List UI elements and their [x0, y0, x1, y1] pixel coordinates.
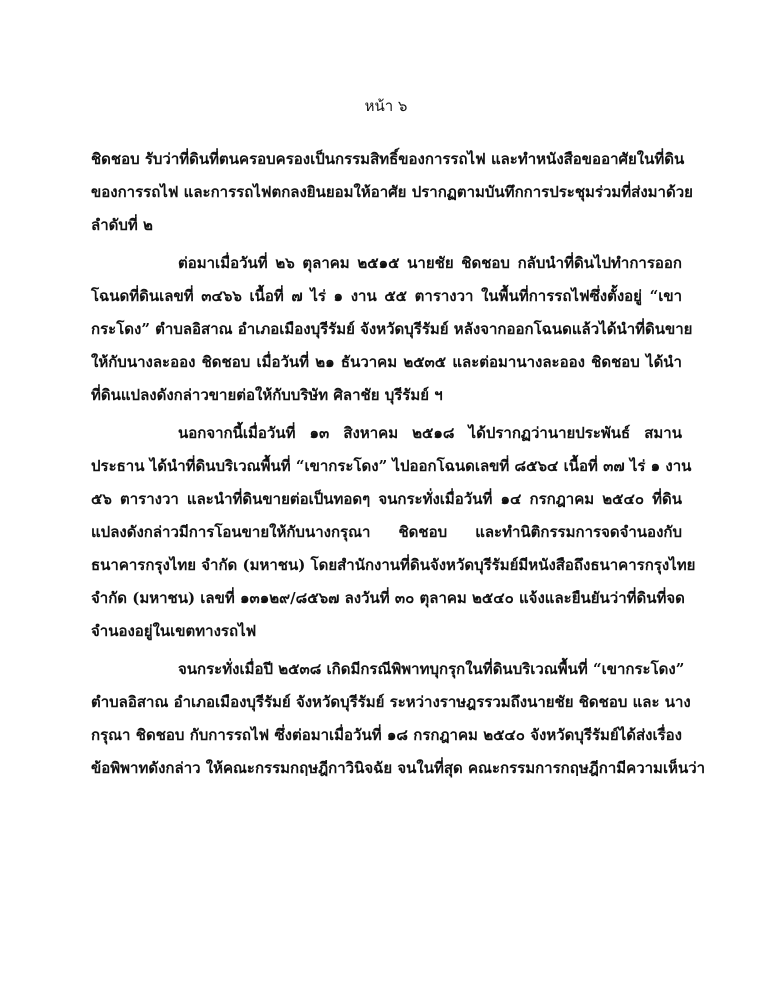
paragraph-3 — [91, 417, 696, 648]
text-line: ข้อพิพาทดังกล่าว ให้คณะกรรมกฤษฎีกาวินิจฉัย จนในที่สุด คณะกรรมการกฤษฎีกามีความเห็นว่า — [91, 759, 706, 777]
text-line: ให้กับนางละออง ชิดชอบ เมื่อวันที่ ๒๑ ธันวาคม ๒๕๓๕ และต่อมานางละออง ชิดชอบ ได้นำ — [91, 353, 682, 371]
text-line: จำนองอยู่ในเขตทางรถไฟ — [91, 622, 257, 640]
text-line: ที่ดินแปลงดังกล่าวขายต่อให้กับบริษัท ศิลาชัย บุรีรัมย์ ฯ — [91, 386, 443, 404]
document-body — [91, 143, 706, 785]
text-line: ชิดชอบ รับว่าที่ดินที่ตนครอบครองเป็นกรรมสิทธิ์ของการรถไฟ และทำหนังสือขออาศัยในที่ดิน — [91, 150, 685, 168]
text-line: ธนาคารกรุงไทย จำกัด (มหาชน) โดยสำนักงานที่ดินจังหวัดบุรีรัมย์มีหนังสือถึงธนาคารกรุงไทย — [91, 556, 696, 574]
text-line: ๕๖ ตารางวา และนำที่ดินขายต่อเป็นทอดๆ จนกระทั่งเมื่อวันที่ ๑๔ กรกฎาคม ๒๕๔๐ ที่ดิน — [91, 490, 682, 508]
text-line: จำกัด (มหาชน) เลขที่ ๑๓๑๒๙/๘๕๖๗ ลงวันที่ ๓๐ ตุลาคม ๒๕๔๐ แจ้งและยืนยันว่าที่ดินที่จด — [91, 589, 685, 607]
text-line: กรุณา ชิดชอบ กับการรถไฟ ซึ่งต่อมาเมื่อวันที่ ๑๘ กรกฎาคม ๒๕๔๐ จังหวัดบุรีรัมย์ได้ส่งเรื่อง — [91, 726, 682, 744]
text-line: นอกจากนี้เมื่อวันที่ ๑๓ สิงหาคม ๒๕๑๘ ได้ปรากฏว่านายประพันธ์ สมาน — [178, 424, 682, 442]
paragraph-2 — [91, 247, 693, 412]
text-line: ของการรถไฟ และการรถไฟตกลงยินยอมให้อาศัย ปรากฏตามบันทึกการประชุมร่วมที่ส่งมาด้วย — [91, 183, 693, 201]
page-number: หน้า ๖ — [364, 97, 408, 115]
paragraph-1 — [91, 143, 693, 242]
paragraph-4 — [91, 653, 706, 785]
text-line: โฉนดที่ดินเลขที่ ๓๔๖๖ เนื้อที่ ๗ ไร่ ๑ งาน ๕๕ ตารางวา ในพื้นที่การรถไฟซึ่งตั้งอยู่ “เขา — [91, 287, 682, 305]
text-line: แปลงดังกล่าวมีการโอนขายให้กับนางกรุณา ชิดชอบ และทำนิติกรรมการจดจำนองกับ — [91, 523, 682, 541]
text-line: ประธาน ได้นำที่ดินบริเวณพื้นที่ “เขากระโดง” ไปออกโฉนดเลขที่ ๘๕๖๔ เนื้อที่ ๓๗ ไร่ ๑ งาน — [91, 457, 692, 475]
text-line: กระโดง” ตำบลอิสาณ อำเภอเมืองบุรีรัมย์ จังหวัดบุรีรัมย์ หลังจากออกโฉนดแล้วได้นำที่ดินขาย — [91, 320, 693, 338]
text-line: ตำบลอิสาณ อำเภอเมืองบุรีรัมย์ จังหวัดบุรีรัมย์ ระหว่างราษฎรรวมถึงนายชัย ชิดชอบ และ นาง — [91, 693, 691, 711]
text-line: ต่อมาเมื่อวันที่ ๒๖ ตุลาคม ๒๕๑๕ นายชัย ชิดชอบ กลับนำที่ดินไปทำการออก — [178, 254, 682, 272]
text-line: จนกระทั่งเมื่อปี ๒๕๓๘ เกิดมีกรณีพิพาทบุกรุกในที่ดินบริเวณพื้นที่ “เขากระโดง” — [178, 660, 685, 678]
text-line: ลำดับที่ ๒ — [91, 216, 153, 234]
